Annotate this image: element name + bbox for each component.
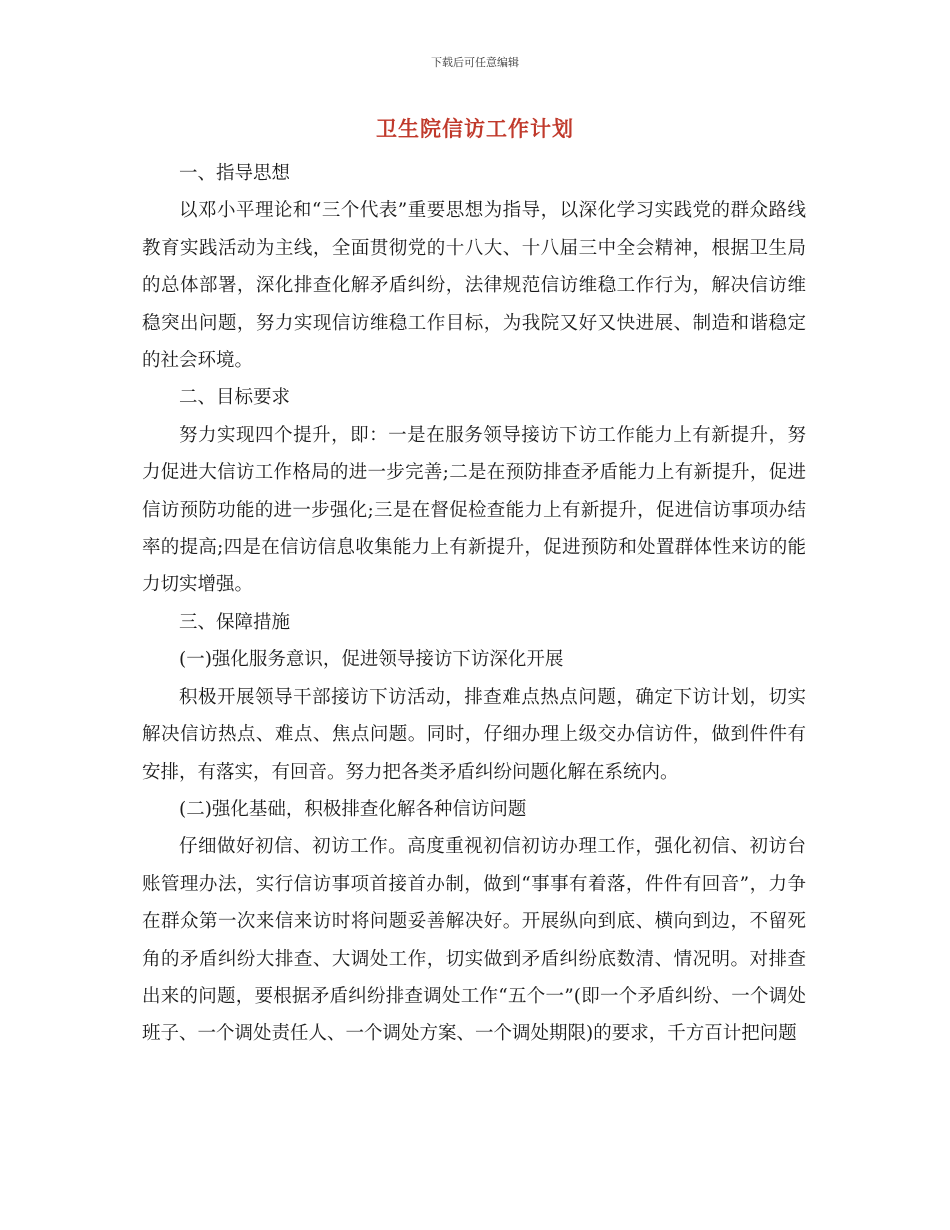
page-header-note: 下载后可任意编辑 bbox=[431, 56, 519, 69]
paragraph-service: 积极开展领导干部接访下访活动，排查难点热点问题，确定下访计划，切实解决信访热点、难点、焦点问题。同时，仔细办理上级交办信访件，做到件件有安排，有落实，有回音。努力把各类矛盾纠纷问题化解在系统内。 bbox=[142, 686, 806, 783]
subsection-heading-foundation: (二)强化基础，积极排查化解各种信访问题 bbox=[179, 798, 527, 820]
section-heading-goals: 二、目标要求 bbox=[179, 387, 291, 409]
document-title: 卫生院信访工作计划 bbox=[376, 116, 574, 141]
paragraph-guiding-ideology: 以邓小平理论和“三个代表”重要思想为指导，以深化学习实践党的群众路线教育实践活动为主线，全面贯彻党的十八大、十八届三中全会精神，根据卫生局的总体部署，深化排查化解矛盾纠纷，法律规范信访维稳工作行为，解决信访维稳突出问题，努力实现信访维稳工作目标，为我院又好又快进展、制造和谐稳定的社会环境。 bbox=[142, 200, 806, 372]
paragraph-goals: 努力实现四个提升，即：一是在服务领导接访下访工作能力上有新提升，努力促进大信访工作格局的进一步完善;二是在预防排查矛盾能力上有新提升，促进信访预防功能的进一步强化;三是在督促检查能力上有新提升，促进信访事项办结率的提高;四是在信访信息收集能力上有新提升，促进预防和处置群体性来访的能力切实增强。 bbox=[142, 424, 806, 596]
section-heading-guiding-ideology: 一、指导思想 bbox=[179, 163, 291, 184]
document-body bbox=[142, 155, 806, 1053]
subsection-heading-service: (一)强化服务意识，促进领导接访下访深化开展 bbox=[179, 649, 564, 671]
section-heading-measures: 三、保障措施 bbox=[179, 611, 291, 633]
paragraph-foundation: 仔细做好初信、初访工作。高度重视初信初访办理工作，强化初信、初访台账管理办法，实行信访事项首接首办制，做到“事事有着落，件件有回音”，力争在群众第一次来信来访时将问题妥善解决好。开展纵向到底、横向到边，不留死角的矛盾纠纷大排查、大调处工作，切实做到矛盾纠纷底数清、情况明。对排查出来的问题，要根据矛盾纠纷排查调处工作“五个一”(即一个矛盾纠纷、一个调处班子、一个调处责任人、一个调处方案、一个调处期限)的要求，千方百计把问题 bbox=[142, 836, 806, 1045]
